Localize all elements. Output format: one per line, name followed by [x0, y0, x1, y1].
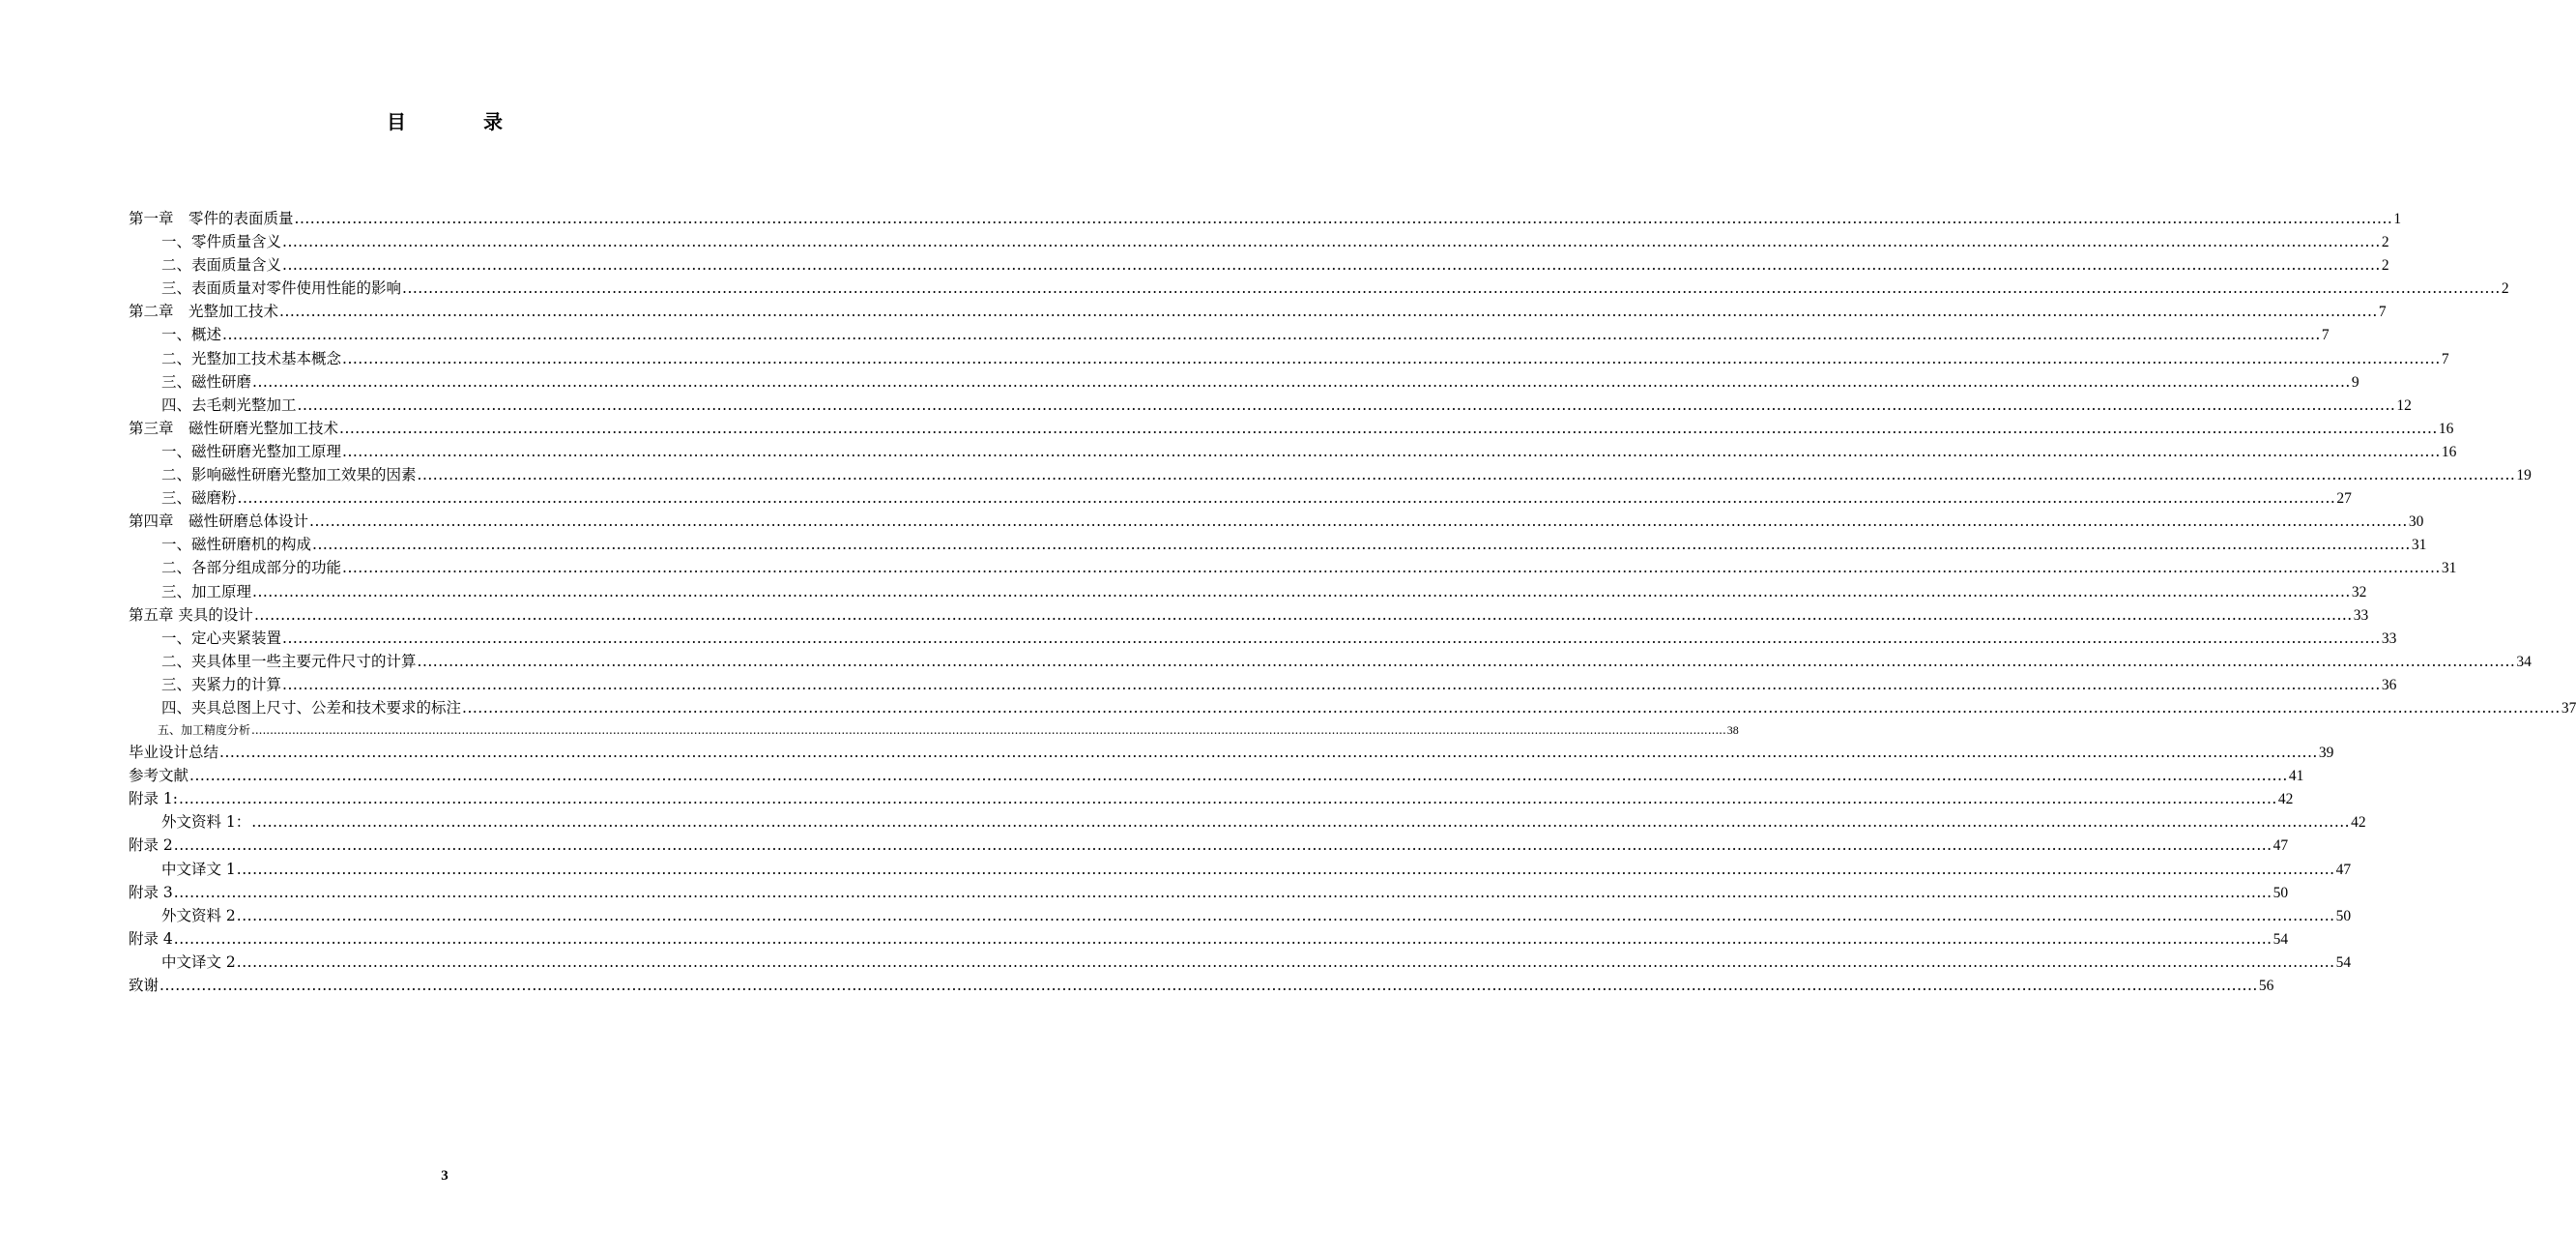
toc-entry-label: 第五章 夹具的设计 [129, 605, 253, 624]
page-number: 3 [441, 1168, 449, 1184]
toc-entry-page: 50 [2272, 884, 2289, 901]
toc-entry-label: 一、定心夹紧装置 [161, 629, 282, 647]
toc-entry-page: 36 [2381, 676, 2397, 693]
toc-entry-label: 二、各部分组成部分的功能 [161, 559, 342, 577]
toc-entry-label: 第一章 零件的表面质量 [129, 210, 294, 227]
toc-dot-leader: ................................................................................................................................................................................................................................................................................................................................................................................................................ [417, 652, 2516, 670]
toc-entry-page: 7 [2378, 304, 2387, 321]
toc-entry[interactable] [129, 230, 2389, 253]
toc-entry-page: 47 [2335, 861, 2352, 878]
toc-entry-label: 二、光整加工技术基本概念 [161, 349, 342, 367]
toc-entry[interactable] [129, 323, 2330, 346]
toc-dot-leader: ................................................................................................................................................................................................................................................................................................................................................................................................................ [236, 952, 2335, 971]
toc-entry[interactable] [129, 927, 2289, 951]
toc-entry-label: 三、表面质量对零件使用性能的影响 [161, 279, 402, 298]
toc-dot-leader: ................................................................................................................................................................................................................................................................................................................................................................................................................ [173, 929, 2272, 948]
toc-dot-leader: ................................................................................................................................................................................................................................................................................................................................................................................................................ [342, 559, 2441, 577]
toc-entry[interactable] [129, 510, 2424, 533]
toc-entry-label: 中文译文 2 [161, 952, 236, 971]
toc-entry[interactable] [129, 696, 2576, 719]
toc-dot-leader: ................................................................................................................................................................................................................................................................................................................................................................................................................ [417, 466, 2516, 484]
toc-entry-label: 二、影响磁性研磨光整加工效果的因素 [161, 466, 417, 484]
toc-entry-label: 二、夹具体里一些主要元件尺寸的计算 [161, 652, 417, 670]
toc-entry-label: 毕业设计总结 [129, 744, 219, 762]
toc-entry-label: 一、零件质量含义 [161, 233, 282, 251]
toc-dot-leader: ................................................................................................................................................................................................................................................................................................................................................................................................................ [282, 675, 2381, 693]
toc-entry[interactable] [129, 394, 2412, 417]
toc-entry[interactable] [129, 719, 1739, 741]
toc-dot-leader: ................................................................................................................................................................................................................................................................................................................................................................................................................ [342, 442, 2441, 460]
toc-entry-page: 54 [2335, 953, 2352, 971]
toc-dot-leader: ................................................................................................................................................................................................................................................................................................................................................................................................................ [173, 836, 2272, 855]
toc-entry-label: 三、加工原理 [161, 582, 252, 600]
toc-entry-label: 外文资料 1： [161, 813, 251, 832]
toc-entry-page: 32 [2351, 583, 2367, 600]
toc-entry-label: 致谢 [129, 977, 159, 994]
toc-entry-label: 第二章 光整加工技术 [129, 303, 279, 321]
toc-entry-label: 四、夹具总图上尺寸、公差和技术要求的标注 [161, 698, 462, 717]
toc-entry-label: 中文译文 1 [161, 860, 236, 878]
toc-entry[interactable] [129, 650, 2532, 673]
toc-entry[interactable] [129, 881, 2289, 904]
toc-entry[interactable] [129, 533, 2427, 556]
toc-dot-leader: ................................................................................................................................................................................................................................................................................................................................................................................................................ [222, 326, 2321, 344]
toc-dot-leader: ................................................................................................................................................................................................................................................................................................................................................................................................................ [179, 790, 2277, 808]
toc-entry[interactable] [129, 810, 2366, 834]
toc-entry-page: 7 [2321, 327, 2330, 344]
toc-dot-leader: ................................................................................................................................................................................................................................................................................................................................................................................................................ [252, 372, 2351, 391]
toc-dot-leader: ................................................................................................................................................................................................................................................................................................................................................................................................................ [251, 723, 1726, 738]
toc-dot-leader: ................................................................................................................................................................................................................................................................................................................................................................................................................ [294, 210, 2393, 227]
toc-entry-page: 39 [2318, 745, 2334, 762]
toc-entry-page: 47 [2272, 837, 2289, 855]
toc-entry[interactable] [129, 417, 2454, 440]
toc-entry-page: 42 [2351, 814, 2366, 832]
toc-entry[interactable] [129, 834, 2289, 857]
toc-dot-leader: ................................................................................................................................................................................................................................................................................................................................................................................................................ [309, 512, 2408, 531]
toc-dot-leader: ................................................................................................................................................................................................................................................................................................................................................................................................................ [237, 489, 2336, 508]
toc-entry-page: 56 [2258, 978, 2274, 994]
toc-dot-leader: ................................................................................................................................................................................................................................................................................................................................................................................................................ [342, 349, 2441, 367]
toc-entry-label: 一、磁性研磨光整加工原理 [161, 442, 342, 460]
toc-entry[interactable] [129, 370, 2359, 394]
page-title: 目 录 [387, 110, 532, 133]
toc-entry-label: 二、表面质量含义 [161, 256, 282, 275]
toc-entry-label: 附录 3 [129, 883, 173, 901]
toc-entry-label: 附录 4 [129, 929, 173, 948]
toc-dot-leader: ................................................................................................................................................................................................................................................................................................................................................................................................................ [312, 536, 2411, 554]
toc-entry[interactable] [129, 627, 2397, 650]
toc-entry[interactable] [129, 277, 2509, 300]
toc-entry-page: 2 [2501, 280, 2509, 298]
toc-entry-label: 三、磁磨粉 [161, 489, 237, 508]
toc-entry-label: 三、夹紧力的计算 [161, 675, 282, 693]
toc-entry-page: 30 [2408, 513, 2424, 531]
toc-dot-leader: ................................................................................................................................................................................................................................................................................................................................................................................................................ [252, 582, 2351, 600]
toc-entry-page: 16 [2438, 420, 2454, 437]
toc-entry-page: 38 [1726, 723, 1739, 738]
toc-entry-label: 一、磁性研磨机的构成 [161, 536, 312, 554]
toc-dot-leader: ................................................................................................................................................................................................................................................................................................................................................................................................................ [282, 629, 2381, 647]
toc-dot-leader: ................................................................................................................................................................................................................................................................................................................................................................................................................ [159, 977, 2258, 994]
toc-entry-page: 34 [2516, 653, 2532, 670]
toc-entry[interactable] [129, 741, 2334, 764]
toc-entry-page: 19 [2516, 467, 2532, 484]
toc-entry-page: 1 [2393, 211, 2402, 227]
toc-entry-label: 第三章 磁性研磨光整加工技术 [129, 419, 339, 437]
toc-entry-page: 2 [2381, 234, 2389, 251]
toc-entry-label: 附录 2 [129, 836, 173, 855]
toc-dot-leader: ................................................................................................................................................................................................................................................................................................................................................................................................................ [402, 279, 2501, 298]
toc-entry[interactable] [129, 463, 2532, 486]
toc-dot-leader: ................................................................................................................................................................................................................................................................................................................................................................................................................ [173, 883, 2272, 901]
toc-dot-leader: ................................................................................................................................................................................................................................................................................................................................................................................................................ [219, 744, 2318, 762]
toc-entry[interactable] [129, 580, 2367, 603]
toc-dot-leader: ................................................................................................................................................................................................................................................................................................................................................................................................................ [282, 233, 2381, 251]
toc-entry-label: 四、去毛刺光整加工 [161, 395, 297, 414]
toc-dot-leader: ................................................................................................................................................................................................................................................................................................................................................................................................................ [251, 813, 2351, 832]
toc-entry-page: 7 [2441, 350, 2449, 367]
toc-entry-page: 16 [2441, 443, 2457, 460]
toc-entry-page: 9 [2351, 373, 2359, 391]
toc-entry[interactable] [129, 486, 2352, 510]
toc-entry-page: 50 [2335, 907, 2352, 924]
toc-entry[interactable] [129, 300, 2387, 323]
toc-entry[interactable] [129, 974, 2274, 997]
toc-entry[interactable] [129, 904, 2352, 927]
toc-entry[interactable] [129, 347, 2449, 370]
toc-entry[interactable] [129, 764, 2304, 787]
toc-dot-leader: ................................................................................................................................................................................................................................................................................................................................................................................................................ [339, 419, 2438, 437]
toc-dot-leader: ................................................................................................................................................................................................................................................................................................................................................................................................................ [462, 698, 2561, 717]
toc-entry-page: 27 [2336, 490, 2352, 508]
toc-entry[interactable] [129, 556, 2457, 579]
toc-entry[interactable] [129, 951, 2352, 974]
toc-dot-leader: ................................................................................................................................................................................................................................................................................................................................................................................................................ [236, 906, 2335, 924]
toc-dot-leader: ................................................................................................................................................................................................................................................................................................................................................................................................................ [279, 303, 2378, 321]
toc-entry[interactable] [129, 603, 2369, 627]
toc-entry-label: 一、概述 [161, 326, 222, 344]
toc-entry-page: 54 [2272, 930, 2289, 948]
toc-entry[interactable] [129, 207, 2402, 230]
toc-entry-page: 12 [2396, 396, 2412, 414]
toc-entry-page: 42 [2277, 791, 2294, 808]
toc-entry-label: 参考文献 [129, 767, 189, 785]
toc-entry-label: 三、磁性研磨 [161, 372, 252, 391]
toc-entry-label: 附录 1: [129, 790, 179, 808]
toc-dot-leader: ................................................................................................................................................................................................................................................................................................................................................................................................................ [253, 605, 2353, 624]
toc-entry[interactable] [129, 253, 2389, 277]
table-of-contents [129, 207, 2576, 997]
toc-entry-label: 第四章 磁性研磨总体设计 [129, 512, 309, 531]
toc-entry-page: 37 [2561, 699, 2576, 717]
toc-entry-page: 31 [2411, 537, 2427, 554]
toc-entry-label: 五、加工精度分析 [158, 723, 251, 738]
toc-entry[interactable] [129, 858, 2352, 881]
toc-entry-page: 31 [2441, 560, 2457, 577]
toc-dot-leader: ................................................................................................................................................................................................................................................................................................................................................................................................................ [236, 860, 2335, 878]
toc-entry-page: 41 [2288, 768, 2304, 785]
toc-entry-page: 33 [2353, 606, 2369, 624]
toc-entry-page: 33 [2381, 630, 2397, 647]
toc-entry[interactable] [129, 787, 2294, 810]
toc-entry[interactable] [129, 673, 2397, 696]
toc-dot-leader: ................................................................................................................................................................................................................................................................................................................................................................................................................ [297, 395, 2396, 414]
toc-dot-leader: ................................................................................................................................................................................................................................................................................................................................................................................................................ [189, 767, 2288, 785]
toc-entry-label: 外文资料 2 [161, 906, 236, 924]
toc-entry[interactable] [129, 440, 2457, 463]
toc-entry-page: 2 [2381, 257, 2389, 275]
toc-dot-leader: ................................................................................................................................................................................................................................................................................................................................................................................................................ [282, 256, 2381, 275]
